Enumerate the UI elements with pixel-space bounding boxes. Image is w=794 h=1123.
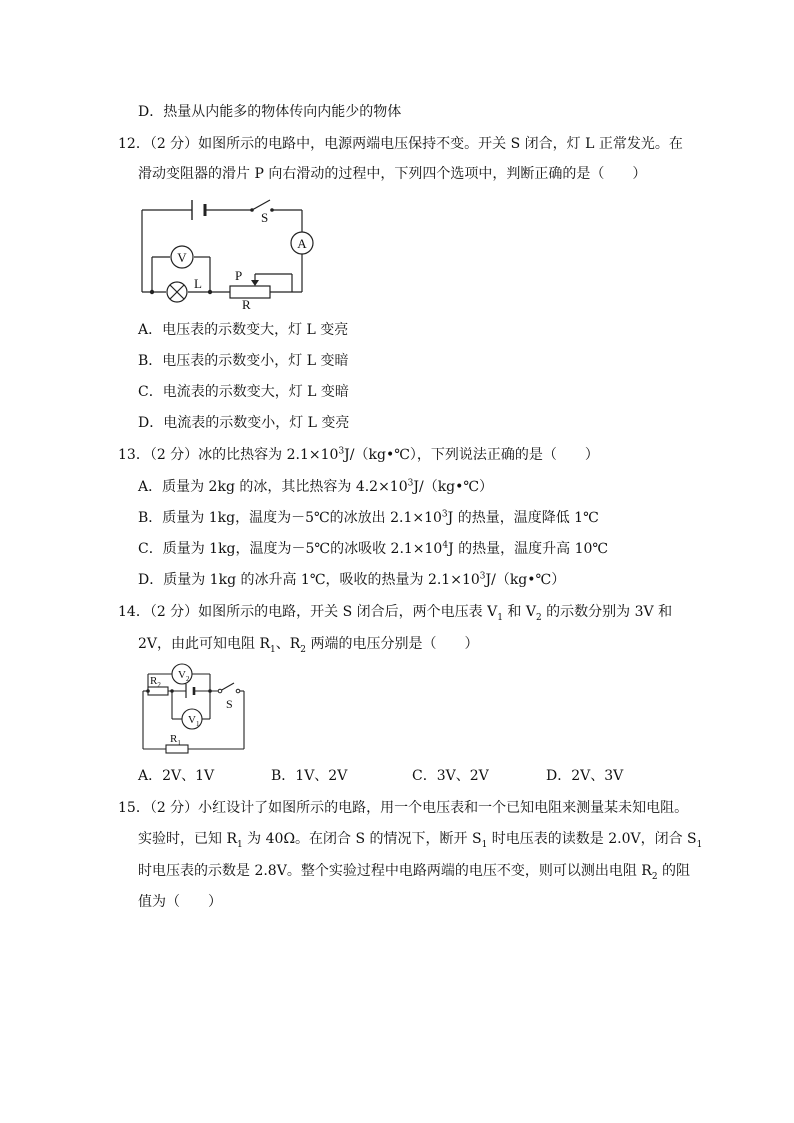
switch-s-label: S bbox=[226, 697, 233, 711]
q12-option-d: D．电流表的示数变小，灯 L 变亮 bbox=[138, 415, 350, 431]
q13-option-b: B．质量为 1kg，温度为－5℃的冰放出 $2.1\times 10^3J$ 的热量，温度降低 1℃ bbox=[138, 509, 599, 526]
q15-stem-line3: 时电压表的示数是 2.8V。整个实验过程中电路两端的电压不变，则可以测出电阻 $R_2$ 的阻 bbox=[138, 863, 691, 882]
q14-option-b: B．1V、2V bbox=[271, 768, 348, 784]
q13-option-c: C．质量为 1kg，温度为－5℃的冰吸收 $2.1\times 10^4J$ 的热量，温度升高 10℃ bbox=[138, 540, 609, 557]
svg-text:V2: $V_2$ bbox=[178, 669, 190, 683]
q14-stem-line1: 14．（2 分）如图所示的电路，开关 S 闭合后，两个电压表 $V_1$ 和 $V_2$ 的示数分别为 3V 和 bbox=[118, 604, 673, 623]
q15-stem-line1: 15．（2 分）小红设计了如图所示的电路，用一个电压表和一个已知电阻来测量某未知电阻。 bbox=[118, 800, 689, 816]
slider-label: P bbox=[235, 268, 243, 283]
q13-stem: 13．（2 分）冰的比热容为 $2.1\times 10^3J/(kg•℃)$，下列说法正确的是（ ） bbox=[118, 446, 599, 463]
q12-option-a: A．电压表的示数变大，灯 L 变亮 bbox=[138, 322, 349, 338]
q15-stem-line4: 值为（ ） bbox=[138, 894, 222, 910]
svg-text:R2: $R_2$ bbox=[150, 675, 161, 689]
switch-label: S bbox=[261, 210, 269, 225]
q12-option-c: C．电流表的示数变大，灯 L 变暗 bbox=[138, 384, 349, 400]
ammeter-label: A bbox=[297, 236, 307, 251]
q11-option-d: D．热量从内能多的物体传向内能少的物体 bbox=[138, 104, 402, 120]
voltmeter-label: V bbox=[177, 250, 187, 265]
q15-stem-line2: 实验时，已知 $R_1$ 为 40Ω。在闭合 S 的情况下，断开 $S_1$ 时电压表的读数是 2.0V，闭合 $S_1$ bbox=[138, 831, 703, 850]
q12-circuit-diagram bbox=[130, 192, 330, 312]
r2-label: R bbox=[150, 675, 158, 687]
v1-label: V bbox=[188, 714, 196, 726]
q14-option-c: C．3V、2V bbox=[412, 768, 489, 784]
q13-option-a: A．质量为 2kg 的冰，其比热容为 $4.2\times 10^3J/(kg•℃)$ bbox=[138, 478, 494, 495]
q14-stem-line2: 2V，由此可知电阻 $R_1$、$R_2$ 两端的电压分别是（ ） bbox=[138, 636, 479, 655]
lamp-label: L bbox=[194, 276, 202, 291]
q12-stem-line2: 滑动变阻器的滑片 P 向右滑动的过程中，下列四个选项中，判断正确的是（ ） bbox=[138, 166, 647, 182]
q12-option-b: B．电压表的示数变小，灯 L 变暗 bbox=[138, 353, 349, 369]
q13-option-d: D．质量为 1kg 的冰升高 1℃，吸收的热量为 $2.1\times 10^3J/(kg•℃)$ bbox=[138, 571, 566, 588]
q14-option-d: D．2V、3V bbox=[546, 768, 624, 784]
v2-label: V bbox=[178, 669, 186, 681]
q12-stem-line1: 12．（2 分）如图所示的电路中，电源两端电压保持不变。开关 S 闭合，灯 L 正常发光。在 bbox=[118, 136, 683, 152]
r1-label: R bbox=[170, 733, 178, 745]
q14-circuit-diagram bbox=[138, 660, 248, 756]
q14-option-a: A．2V、1V bbox=[138, 768, 215, 784]
svg-text:R1: $R_1$ bbox=[170, 733, 181, 747]
svg-text:V1: $V_1$ bbox=[188, 714, 200, 728]
rheostat-label: R bbox=[242, 297, 251, 312]
